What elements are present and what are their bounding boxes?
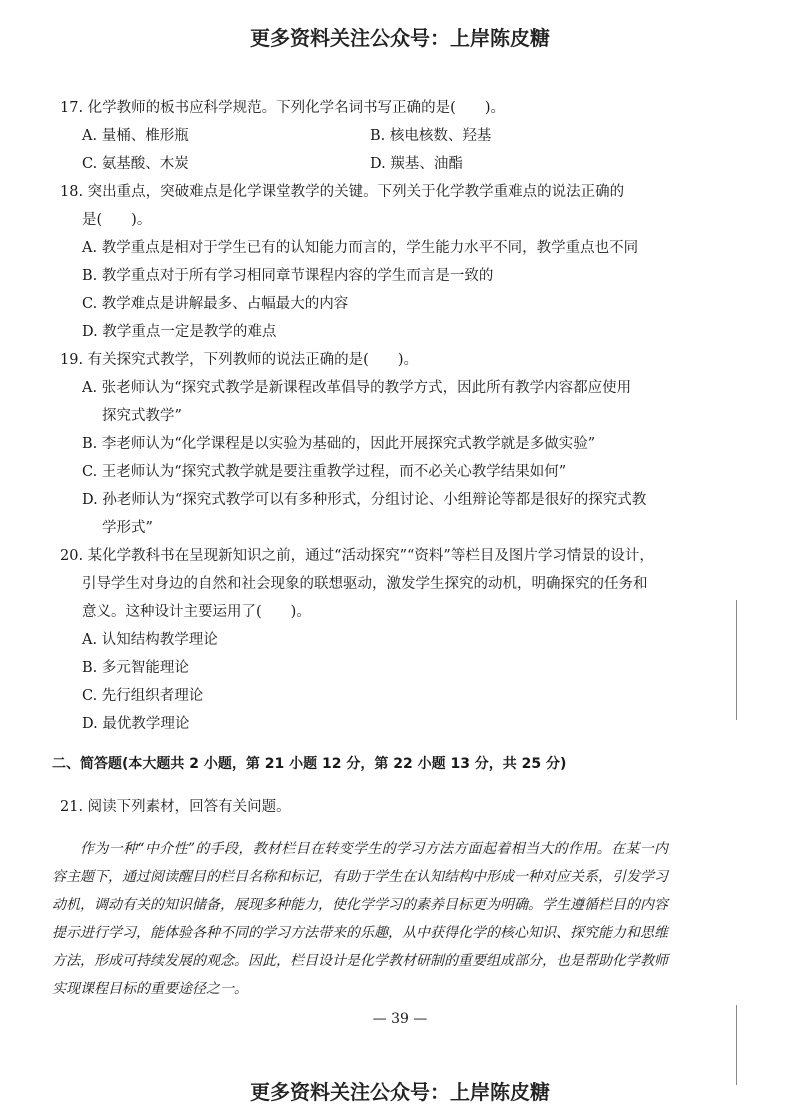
options-grid [60, 122, 670, 178]
section-heading: 二、简答题(本大题共 2 小题，第 21 小题 12 分，第 22 小题 13 分，共 25 分) [52, 756, 567, 772]
question-stem: 20. 某化学教科书在呈现新知识之前，通过“活动探究”“资料”等栏目及图片学习情景的设计， [60, 548, 654, 564]
exam-content [52, 94, 670, 1017]
option-b-line1: B. 李老师认为“化学课程是以实验为基础的，因此开展探究式教学就是多做实验” [82, 436, 596, 452]
footer-banner: 更多资料关注公众号：上岸陈皮糖 [250, 1080, 550, 1104]
option-b: B. 核电核数、羟基 [370, 128, 492, 144]
option-c [60, 458, 670, 486]
option-a [60, 374, 670, 430]
question-stem-cont: 是( )。 [82, 212, 152, 228]
option-d: D. 教学重点一定是教学的难点 [82, 324, 277, 340]
option-d [60, 486, 670, 542]
option-d-line1: D. 孙老师认为“探究式教学可以有多种形式，分组讨论、小组辩论等都是很好的探究式教 [82, 492, 647, 508]
question-stem: 17. 化学教师的板书应科学规范。下列化学名词书写正确的是( )。 [60, 100, 505, 116]
option-c-line1: C. 王老师认为“探究式教学就是要注重教学过程，而不必关心教学结果如何” [82, 464, 567, 480]
question-21 [52, 793, 670, 1004]
option-c: C. 教学难点是讲解最多、占幅最大的内容 [82, 296, 349, 312]
question-18 [60, 178, 670, 346]
option-a-line1: A. 张老师认为“探究式教学是新课程改革倡导的教学方式，因此所有教学内容都应使用 [82, 380, 632, 396]
option-a: A. 教学重点是相对于学生已有的认知能力而言的，学生能力水平不同，教学重点也不同 [82, 240, 639, 256]
page-number: — 39 — [372, 1011, 428, 1027]
option-b [60, 430, 670, 458]
scan-edge-line [736, 600, 737, 720]
question-stem: 19. 有关探究式教学，下列教师的说法正确的是( )。 [60, 352, 418, 368]
reading-passage: 作为一种“中介性”的手段，教材栏目在转变学生的学习方法方面起着相当大的作用。在某一内容主题下，通过阅读醒目的栏目名称和标记，有助于学生在认知结构中形成一种对应关系，引发学习动机，调动有关的知识储备，展现多种能力，使化学学习的素养目标更为明确。学生遵循栏目的内容提示进行学习，能体验各种不同的学习方法带来的乐趣，从中获得化学的核心知识、探究能力和思维方法，形成可持续发展的观念。因此，栏目设计是化学教材研制的重要组成部分，也是帮助化学教师实现课程目标的重要途径之一。 [52, 841, 668, 997]
question-20 [60, 542, 670, 738]
option-d: D. 羰基、油酯 [370, 156, 463, 172]
question-stem: 18. 突出重点，突破难点是化学课堂教学的关键。下列关于化学教学重难点的说法正确的 [60, 184, 625, 200]
option-a: A. 量桶、椎形瓶 [82, 128, 189, 144]
option-b: B. 多元智能理论 [82, 660, 189, 676]
option-a-line2: 探究式教学” [102, 408, 182, 424]
question-stem-cont: 意义。这种设计主要运用了( )。 [82, 604, 311, 620]
option-c: C. 氨基酸、木炭 [82, 156, 189, 172]
question-stem-cont: 引导学生对身边的自然和社会现象的联想驱动，激发学生探究的动机，明确探究的任务和 [82, 576, 648, 592]
option-b: B. 教学重点对于所有学习相同章节课程内容的学生而言是一致的 [82, 268, 494, 284]
option-c: C. 先行组织者理论 [82, 688, 204, 704]
option-d: D. 最优教学理论 [82, 716, 190, 732]
question-stem: 21. 阅读下列素材，回答有关问题。 [60, 798, 291, 815]
option-a: A. 认知结构教学理论 [82, 632, 218, 648]
scan-edge-line [736, 1005, 737, 1085]
question-17 [60, 94, 670, 178]
option-d-line2: 学形式” [102, 520, 153, 536]
header-banner: 更多资料关注公众号：上岸陈皮糖 [250, 26, 550, 50]
question-19 [60, 346, 670, 542]
